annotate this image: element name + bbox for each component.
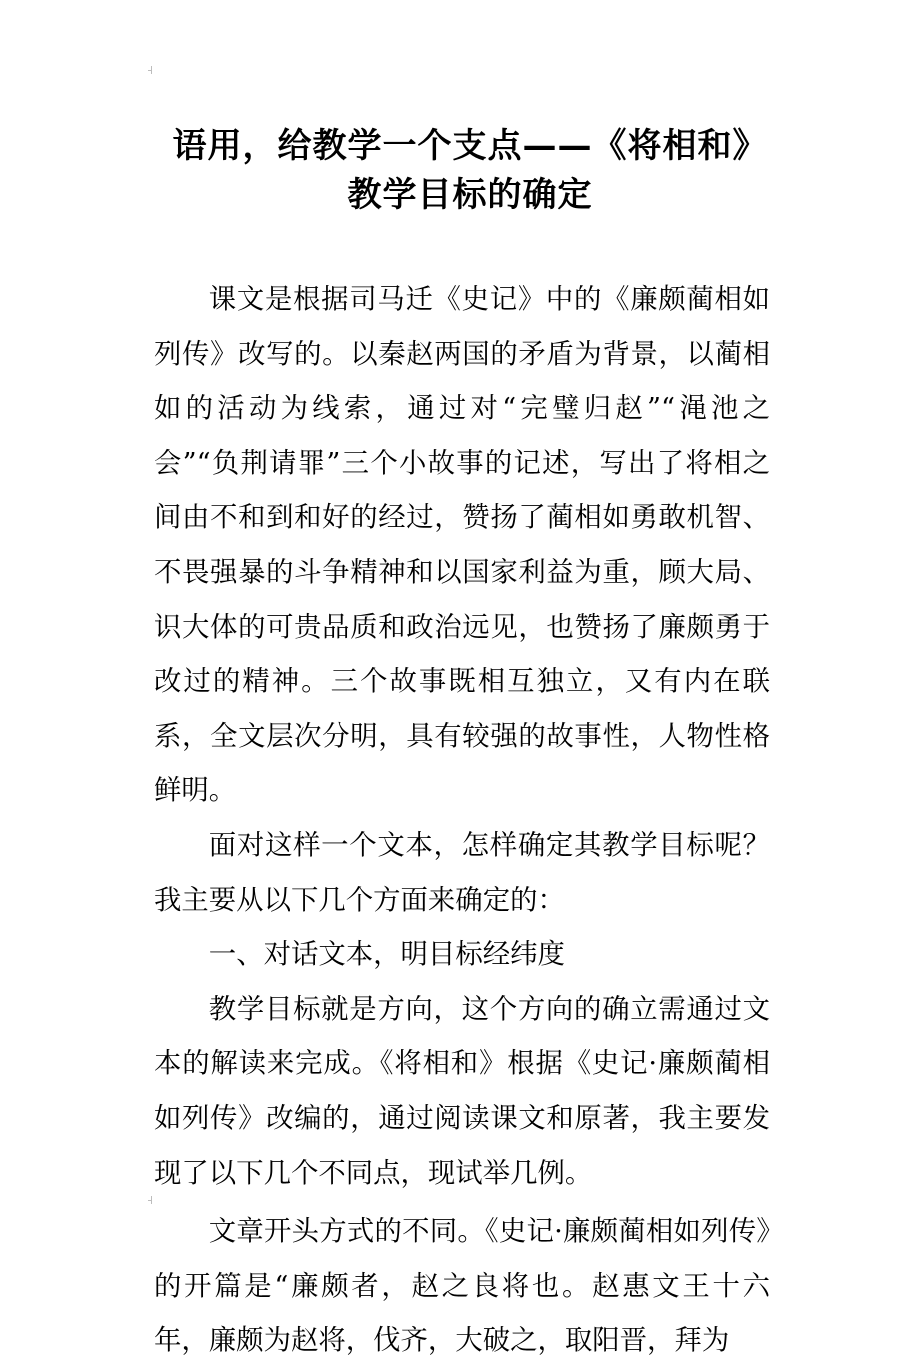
document-title-line-1: 语用，给教学一个支点——《将相和》 xyxy=(172,126,768,166)
body-paragraph-3: 教学目标就是方向，这个方向的确立需通过文本的解读来完成。《将相和》根据《史记·廉颇蔺相如列传》改编的，通过阅读课文和原著，我主要发现了以下几个不同点，现试举几例。 xyxy=(154,993,770,1189)
document-title-line-2: 教学目标的确定 xyxy=(347,175,593,215)
document-body xyxy=(154,273,770,1369)
body-paragraph-4: 文章开头方式的不同。《史记·廉颇蔺相如列传》的开篇是“廉颇者，赵之良将也。赵惠文王十六年，廉颇为赵将，伐齐，大破之，取阳晋，拜为 xyxy=(154,1216,770,1357)
corner-crop-mark xyxy=(148,1196,156,1204)
corner-crop-mark xyxy=(148,66,156,74)
body-paragraph-1: 课文是根据司马迁《史记》中的《廉颇蔺相如列传》改写的。以秦赵两国的矛盾为背景，以蔺相如的活动为线索，通过对“完璧归赵”“渑池之会”“负荆请罪”三个小故事的记述，写出了将相之间由不和到和好的经过，赞扬了蔺相如勇敢机智、不畏强暴的斗争精神和以国家利益为重，顾大局、识大体的可贵品质和政治远见，也赞扬了廉颇勇于改过的精神。三个故事既相互独立，又有内在联系，全文层次分明，具有较强的故事性，人物性格鲜明。 xyxy=(154,284,770,807)
body-paragraph-2: 面对这样一个文本，怎样确定其教学目标呢？我主要从以下几个方面来确定的： xyxy=(154,829,770,916)
section-heading-1: 一、对话文本，明目标经纬度 xyxy=(208,939,565,971)
